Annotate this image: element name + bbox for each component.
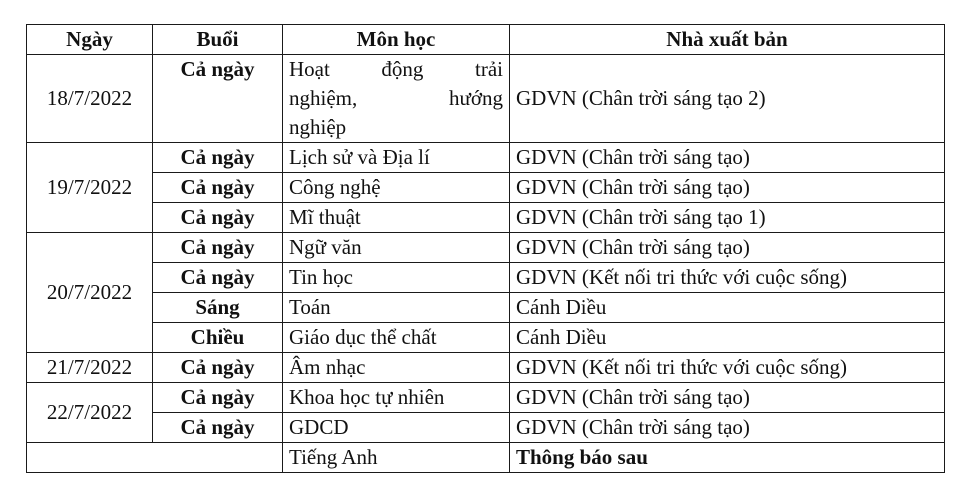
session-cell: Cả ngày (153, 143, 283, 173)
header-date: Ngày (27, 25, 153, 55)
subject-cell: Lịch sử và Địa lí (283, 143, 510, 173)
session-cell: Cả ngày (153, 413, 283, 443)
header-publisher: Nhà xuất bản (510, 25, 945, 55)
subject-cell: Mĩ thuật (283, 203, 510, 233)
publisher-cell: GDVN (Chân trời sáng tạo) (510, 383, 945, 413)
table-row (27, 173, 945, 203)
publisher-cell: GDVN (Chân trời sáng tạo) (510, 143, 945, 173)
publisher-cell: GDVN (Kết nối tri thức với cuộc sống) (510, 353, 945, 383)
subject-cell: Giáo dục thể chất (283, 323, 510, 353)
publisher-cell: GDVN (Chân trời sáng tạo) (510, 173, 945, 203)
table-row (27, 413, 945, 443)
session-cell: Cả ngày (153, 203, 283, 233)
date-cell: 19/7/2022 (27, 143, 153, 233)
header-row (27, 25, 945, 55)
date-cell: 20/7/2022 (27, 233, 153, 353)
session-cell: Cả ngày (153, 383, 283, 413)
publisher-cell: Thông báo sau (510, 443, 945, 473)
table-row (27, 55, 945, 143)
session-cell: Cả ngày (153, 55, 283, 143)
session-cell: Cả ngày (153, 353, 283, 383)
publisher-cell: Cánh Diều (510, 323, 945, 353)
subject-cell: Âm nhạc (283, 353, 510, 383)
publisher-cell: GDVN (Chân trời sáng tạo) (510, 413, 945, 443)
date-cell: 18/7/2022 (27, 55, 153, 143)
table-row (27, 353, 945, 383)
header-subject: Môn học (283, 25, 510, 55)
publisher-cell: Cánh Diều (510, 293, 945, 323)
publisher-cell: GDVN (Chân trời sáng tạo 1) (510, 203, 945, 233)
subject-cell: Ngữ văn (283, 233, 510, 263)
exam-schedule-table (26, 24, 945, 473)
table-row (27, 233, 945, 263)
subject-cell: GDCD (283, 413, 510, 443)
session-cell: Cả ngày (153, 263, 283, 293)
subject-cell (283, 55, 510, 143)
date-cell: 22/7/2022 (27, 383, 153, 443)
subject-cell: Công nghệ (283, 173, 510, 203)
session-cell: Cả ngày (153, 173, 283, 203)
subject-line: Hoạt động trải (289, 57, 503, 81)
empty-cell (27, 443, 283, 473)
subject-cell: Toán (283, 293, 510, 323)
table-row (27, 143, 945, 173)
table-row (27, 203, 945, 233)
publisher-cell: GDVN (Chân trời sáng tạo 2) (510, 55, 945, 143)
subject-line: nghiệp (289, 115, 347, 139)
table-row (27, 293, 945, 323)
session-cell: Chiều (153, 323, 283, 353)
table-row-pending (27, 443, 945, 473)
table-row (27, 263, 945, 293)
table-row (27, 323, 945, 353)
subject-cell: Tin học (283, 263, 510, 293)
subject-cell: Tiếng Anh (283, 443, 510, 473)
header-session: Buổi (153, 25, 283, 55)
subject-line: nghiệm, hướng (289, 86, 503, 110)
session-cell: Cả ngày (153, 233, 283, 263)
table-row (27, 383, 945, 413)
publisher-cell: GDVN (Chân trời sáng tạo) (510, 233, 945, 263)
date-cell: 21/7/2022 (27, 353, 153, 383)
publisher-cell: GDVN (Kết nối tri thức với cuộc sống) (510, 263, 945, 293)
session-cell: Sáng (153, 293, 283, 323)
subject-cell: Khoa học tự nhiên (283, 383, 510, 413)
